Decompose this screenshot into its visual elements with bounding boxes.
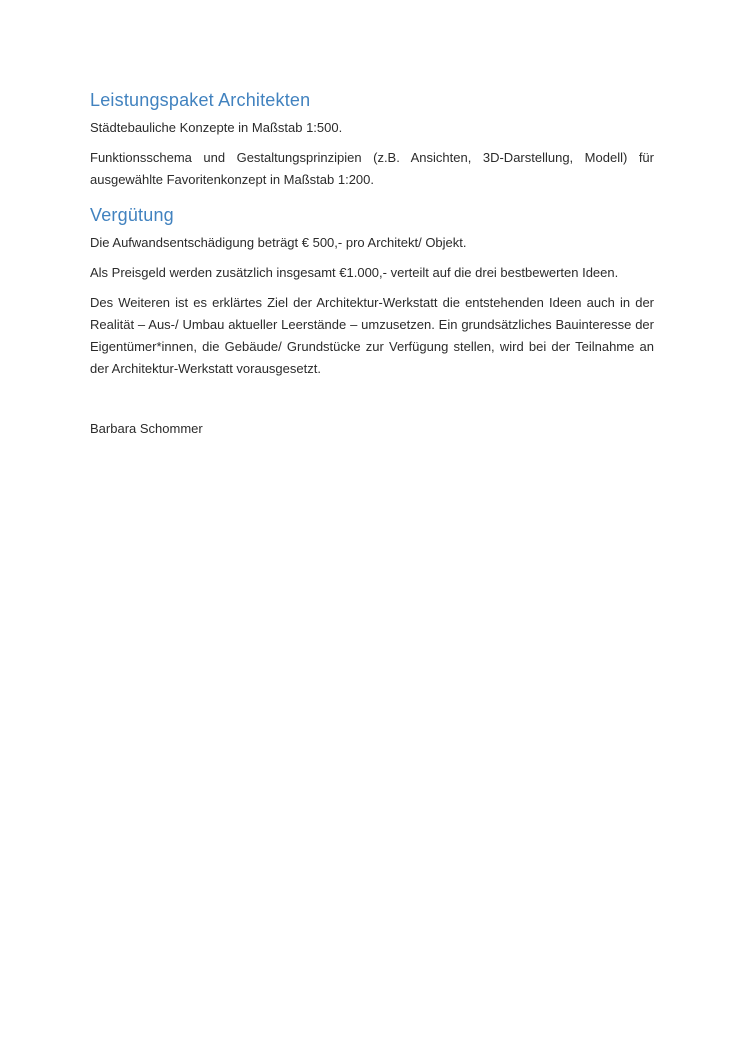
- paragraph-des-weiteren: Des Weiteren ist es erklärtes Ziel der Architektur-Werkstatt die entstehenden Ideen auch in der Realität – Aus-/ Umbau aktueller Leerstände – umzusetzen. Ein grundsätzliches Bauinteresse der Eigentümer*innen, die Gebäude/ Grundstücke zur Verfügung stellen, wird bei der Teilnahme an der Architektur-Werkstatt vorausgesetzt.: [90, 295, 654, 376]
- paragraph-staedtebauliche-konzepte: Städtebauliche Konzepte in Maßstab 1:500.: [90, 120, 343, 135]
- paragraph-aufwandsentschaedigung: Die Aufwandsentschädigung beträgt € 500,- pro Architekt/ Objekt.: [90, 235, 467, 250]
- paragraph-preisgeld: Als Preisgeld werden zusätzlich insgesamt €1.000,- verteilt auf die drei bestbewerten Ideen.: [90, 265, 619, 280]
- paragraph-funktionsschema: Funktionsschema und Gestaltungsprinzipien (z.B. Ansichten, 3D-Darstellung, Modell) für ausgewählte Favoritenkonzept in Maßstab 1:200.: [90, 150, 654, 187]
- section-heading-verguetung: Vergütung: [90, 205, 174, 225]
- signature-line: Barbara Schommer: [90, 421, 203, 436]
- section-heading-leistungspaket-architekten: Leistungspaket Architekten: [90, 90, 311, 110]
- document-content: [0, 0, 742, 440]
